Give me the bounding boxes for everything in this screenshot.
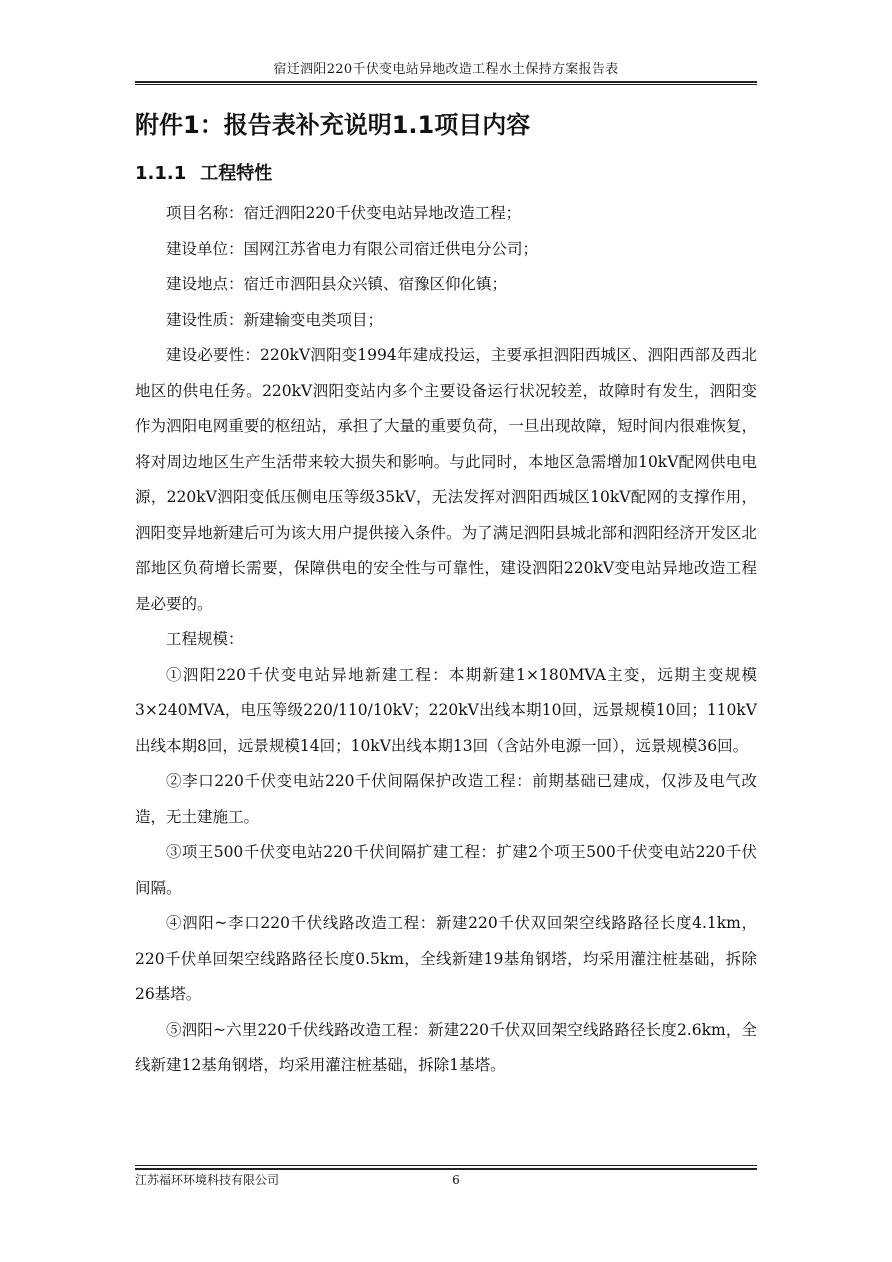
- paragraph-location: 建设地点：宿迁市泗阳县众兴镇、宿豫区仰化镇；: [166, 275, 508, 293]
- paragraph-construction-unit: 建设单位：国网江苏省电力有限公司宿迁供电分公司；: [166, 239, 539, 258]
- paragraph-scale-item-1: ①泗阳220千伏变电站异地新建工程：本期新建1×180MVA主变，远期主变规模3×240MVA，电压等级220/110/10kV；220kV出线本期10回，远景规模10回；110kV出线本期8回，远景规模14回；10kV出线本期13回（含站外电源一回），远景规模36回。: [135, 665, 757, 755]
- paragraph-nature: 建设性质：新建输变电类项目；: [166, 310, 384, 329]
- paragraph-scale-item-3: ③项王500千伏变电站220千伏间隔扩建工程：扩建2个项王500千伏变电站220千伏间隔。: [135, 843, 757, 897]
- paragraph-necessity: 建设必要性：220kV泗阳变1994年建成投运，主要承担泗阳西城区、泗阳西部及西北地区的供电任务。220kV泗阳变站内多个主要设备运行状况较差，故障时有发生，泗阳变作为泗阳电网重要的枢纽站，承担了大量的重要负荷，一旦出现故障，短时间内很难恢复，将对周边地区生产生活带来较大损失和影响。与此同时，本地区急需增加10kV配网供电电源，220kV泗阳变低压侧电压等级35kV，无法发挥对泗阳西城区10kV配网的支撑作用，泗阳变异地新建后可为该大用户提供接入条件。为了满足泗阳县城北部和泗阳经济开发区北部地区负荷增长需要，保障供电的安全性与可靠性，建设泗阳220kV变电站异地改造工程是必要的。: [135, 346, 757, 613]
- footer-rule-thick: [135, 1168, 757, 1170]
- header-rule-thick: [135, 81, 757, 83]
- appendix-title: 附件1：报告表补充说明1.1项目内容: [135, 111, 531, 139]
- header-rule-thin: [135, 84, 757, 85]
- body-text: [135, 196, 757, 1084]
- paragraph-scale-item-5: ⑤泗阳~六里220千伏线路改造工程：新建220千伏双回架空线路路径长度2.6km，全线新建12基角钢塔，均采用灌注桩基础，拆除1基塔。: [135, 1020, 757, 1074]
- paragraph-scale-label: 工程规模：: [166, 630, 244, 648]
- subsection-heading: [135, 160, 757, 188]
- footer-rule-thin: [135, 1165, 757, 1166]
- paragraph-scale-item-4: ④泗阳~李口220千伏线路改造工程：新建220千伏双回架空线路路径长度4.1km，220千伏单回架空线路路径长度0.5km，全线新建19基角钢塔，均采用灌注桩基础，拆除26基塔。: [135, 914, 757, 1003]
- paragraph-scale-item-2: ②李口220千伏变电站220千伏间隔保护改造工程：前期基础已建成，仅涉及电气改造，无土建施工。: [135, 772, 757, 826]
- subsection-title: 工程特性: [200, 163, 273, 184]
- page-number: 6: [452, 1173, 460, 1187]
- subsection-number: 1.1.1: [135, 163, 187, 184]
- running-header: 宿迁泗阳220千伏变电站异地改造工程水土保持方案报告表: [273, 62, 619, 77]
- paragraph-project-name: 项目名称：宿迁泗阳220千伏变电站异地改造工程；: [166, 204, 522, 222]
- footer-company: 江苏福环环境科技有限公司: [135, 1173, 280, 1187]
